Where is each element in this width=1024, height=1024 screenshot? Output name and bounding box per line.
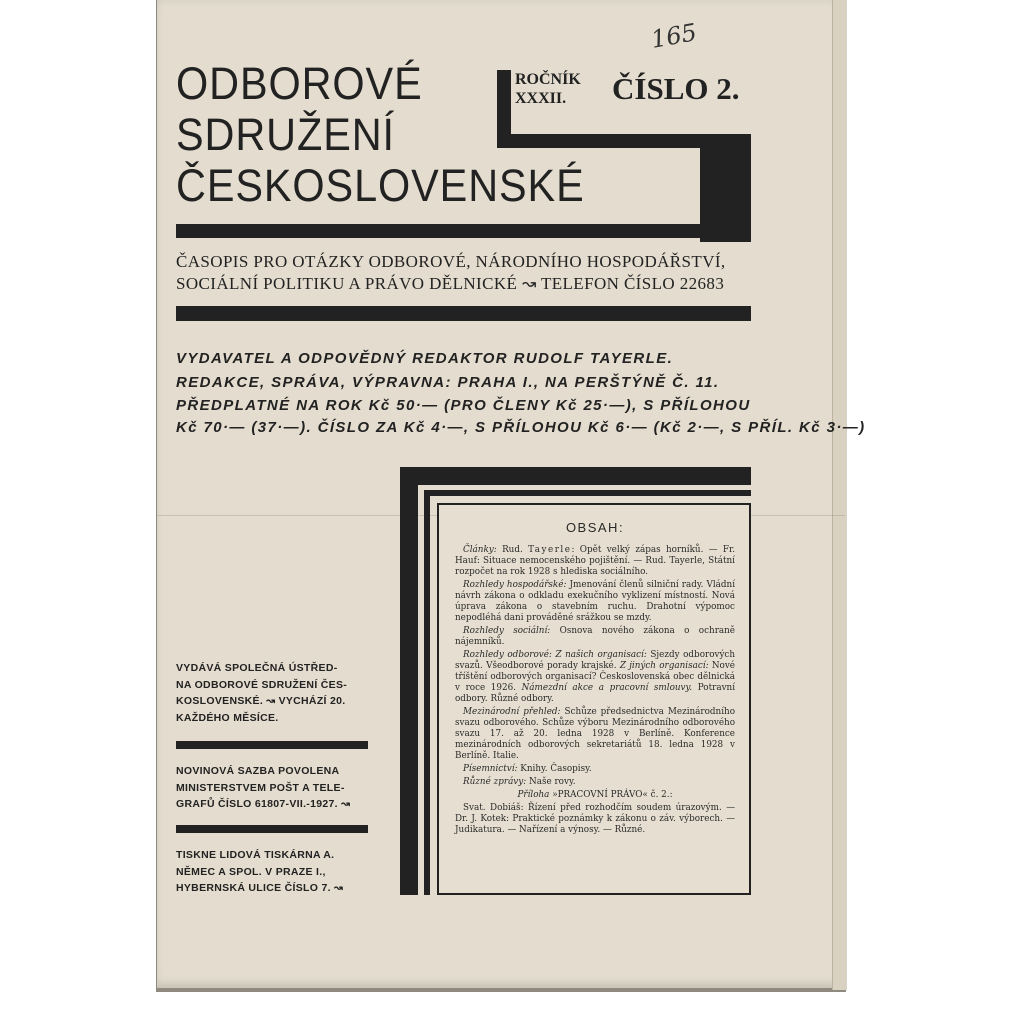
contents-section-label: Rozhledy odborové: bbox=[463, 650, 552, 660]
scan-background-left bbox=[0, 0, 156, 1024]
contents-frame-top bbox=[400, 467, 751, 485]
contents-section-label: Články: bbox=[463, 545, 497, 555]
contents-section-label: Rozhledy sociální: bbox=[463, 626, 551, 636]
sidebar-line: KAŽDÉHO MĚSÍCE. bbox=[176, 711, 279, 724]
sidebar-line: GRAFŮ ČÍSLO 61807-VII.-1927. ↝ bbox=[176, 798, 351, 810]
page-edge bbox=[832, 0, 847, 990]
contents-text: Knihy. Časopisy. bbox=[520, 764, 592, 774]
volume-label bbox=[515, 70, 581, 108]
contents-frame-inner-left bbox=[424, 490, 430, 895]
contents-heading: OBSAH: bbox=[565, 520, 625, 535]
contents-text: : Opět velký zápas horníků. — Fr. Hauf: Situace nemocenského pojištění. — Rud. Tayerle, Státní rozpočet na rok 1928 s hlediska sociálního. bbox=[455, 545, 735, 577]
contents-entry bbox=[455, 626, 735, 648]
sidebar-line: NOVINOVÁ SAZBA POVOLENA bbox=[176, 765, 340, 777]
subtitle-rule bbox=[176, 306, 751, 321]
volume-label-text: ROČNÍK bbox=[515, 71, 581, 88]
contents-section-label: Mezinárodní přehled: bbox=[463, 707, 561, 717]
sidebar-publisher-block bbox=[176, 660, 376, 726]
masthead-title-line-1: ODBOROVÉ bbox=[176, 58, 423, 109]
contents-entry bbox=[455, 764, 735, 775]
contents-section-label: Písemnictví: bbox=[463, 764, 518, 774]
contents-text: Osnova nového zákona o ochraně nájemníků. bbox=[455, 626, 736, 647]
sidebar-printer-block bbox=[176, 847, 376, 897]
contents-section-label: Rozhledy hospodářské: bbox=[463, 580, 567, 590]
contents-section-label: Různé zprávy: bbox=[463, 777, 527, 787]
contents-text: Naše rovy. bbox=[529, 777, 576, 787]
volume-number: XXXII. bbox=[515, 90, 567, 107]
subtitle-line-1: ČASOPIS PRO OTÁZKY ODBOROVÉ, NÁRODNÍHO HOSPODÁŘSTVÍ, bbox=[176, 252, 726, 271]
contents-author: Tayerle bbox=[528, 545, 572, 555]
sidebar-line: NA ODBOROVÉ SDRUŽENÍ ČES- bbox=[176, 678, 348, 691]
sidebar-rule-1 bbox=[176, 741, 368, 749]
issue-number: ČÍSLO 2. bbox=[612, 71, 740, 106]
masthead-rule bbox=[176, 224, 751, 238]
sidebar-line: NĚMEC A SPOL. V PRAZE I., bbox=[176, 865, 326, 878]
contents-frame-left bbox=[400, 467, 418, 895]
contents-supplement-title: »PRACOVNÍ PRÁVO« č. 2.: bbox=[552, 790, 673, 800]
handwritten-note: 165 bbox=[648, 18, 699, 54]
publisher-line-2: REDAKCE, SPRÁVA, VÝPRAVNA: PRAHA I., NA PERŠTÝNĚ Č. 11. bbox=[176, 374, 720, 391]
sidebar-line: HYBERNSKÁ ULICE ČÍSLO 7. ↝ bbox=[176, 882, 344, 894]
contents-text: Jmenování členů silniční rady. Vládní návrh zákona o odkladu exekučního vyklizení místností. Nová úprava zákona o stavebním ruchu. Drahotní výpomoc nepodléhá dani prováděné srážkou se mzdy. bbox=[455, 580, 736, 623]
sidebar-line: TISKNE LIDOVÁ TISKÁRNA A. bbox=[176, 849, 335, 861]
contents-text: Potravní odbory. Různé odbory. bbox=[455, 683, 736, 704]
sidebar-rule-2 bbox=[176, 825, 368, 833]
contents-supplement-heading bbox=[455, 790, 735, 801]
contents-text: Rud. bbox=[502, 545, 523, 555]
publisher-line-3: PŘEDPLATNÉ NA ROK Kč 50·— (PRO ČLENY Kč 25·—), S PŘÍLOHOU bbox=[176, 397, 751, 414]
sidebar-line: VYDÁVÁ SPOLEČNÁ ÚSTŘED- bbox=[176, 662, 338, 674]
publisher-line-1: VYDAVATEL A ODPOVĚDNÝ REDAKTOR RUDOLF TAYERLE. bbox=[176, 350, 674, 367]
contents-entry bbox=[455, 580, 735, 624]
contents-entry bbox=[455, 777, 735, 788]
scan-background-bottom bbox=[0, 992, 1024, 1024]
contents-text: Nové tříštění odborových organisací? Československá obec dělnická v roce 1926. bbox=[455, 661, 735, 693]
publisher-line-4: Kč 70·— (37·—). ČÍSLO ZA Kč 4·—, S PŘÍLOHOU Kč 6·— (Kč 2·—, S PŘÍL. Kč 3·—) bbox=[176, 419, 866, 436]
contents-text: Schůze předsednictva Mezinárodního svazu odborového. Schůze výboru Mezinárodního odborového svazu 17. až 20. ledna 1928 v Berlíně. Konference mezinárodních odborových sekretariátů 18. ledna 1928 v Berlíně. Italie. bbox=[455, 707, 735, 761]
contents-subsection-label: Z jiných organisací: bbox=[619, 661, 709, 671]
sidebar-permit-block bbox=[176, 763, 376, 813]
contents-text: Sjezdy odborových svazů. Všeodborové porady krajské. bbox=[455, 650, 736, 671]
contents-entry bbox=[455, 650, 735, 705]
contents-frame-inner-top bbox=[424, 490, 751, 496]
masthead-title-line-2: SDRUŽENÍ bbox=[176, 109, 395, 160]
masthead-title-line-3: ČESKOSLOVENSKÉ bbox=[176, 160, 585, 211]
subtitle-line-2: SOCIÁLNÍ POLITIKU A PRÁVO DĚLNICKÉ ↝ TELEFON ČÍSLO 22683 bbox=[176, 274, 725, 293]
contents-subsection-label: Námezdní akce a pracovní smlouvy. bbox=[521, 683, 693, 693]
scan-background-right bbox=[846, 0, 1024, 1024]
sidebar-line: MINISTERSTVEM POŠT A TELE- bbox=[176, 781, 345, 794]
contents-entry bbox=[455, 545, 735, 578]
table-of-contents bbox=[455, 522, 735, 838]
contents-subsection-label: Z našich organisací: bbox=[555, 650, 647, 660]
contents-entry bbox=[455, 707, 735, 762]
contents-entry: Svat. Dobiáš: Řízení před rozhodčím soudem úrazovým. — Dr. J. Kotek: Praktické poznámky k zákonu o záv. výborech. — Judikatura. — Nařízení a výnosy. — Různé. bbox=[455, 803, 735, 835]
contents-supplement-label: Příloha bbox=[517, 790, 550, 800]
sidebar-line: KOSLOVENSKÉ. ↝ VYCHÁZÍ 20. bbox=[176, 695, 346, 707]
